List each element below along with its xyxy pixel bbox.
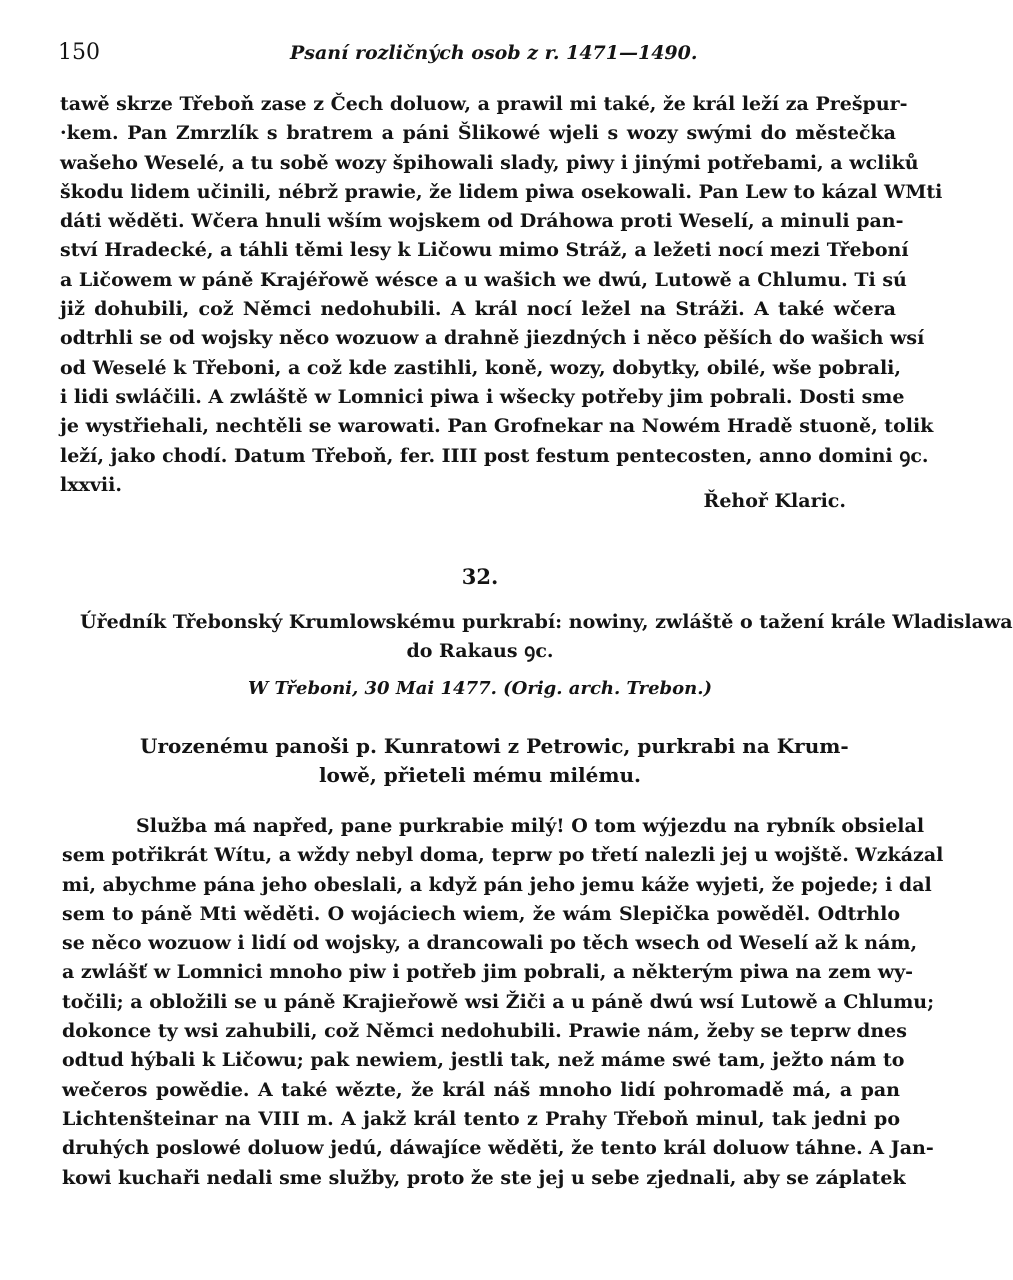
text-line: dáti wěděti. Wčera hnuli wším wojskem od Dráhowa proti Weselí, a minuli pan- (60, 210, 904, 233)
text-line: točili; a obložili se u páně Krajieřowě wsi Žiči a u páně dwú wsí Lutowě a Chlumu; (62, 990, 935, 1013)
running-title: Psaní rozličných osob z r. 1471—1490. (290, 42, 698, 64)
text-line: škodu lidem učinili, nébrž prawie, že lidem piwa osekowali. Pan Lew to kázal WMti (60, 180, 943, 203)
text-line: se něco wozuow i lidí od wojsky, a drancowali po těch wsech od Weselí až k nám, (62, 932, 918, 955)
address-line: lowě, přieteli mému milému. (318, 763, 642, 788)
text-line: wečeros powědie. A také wězte, že král náš mnoho lidí pohromadě má, a pan (62, 1078, 900, 1101)
address (140, 732, 849, 791)
text-line: ství Hradecké, a táhli těmi lesy k Ličowu mimo Stráž, a ležeti nocí mezi Třeboní (60, 239, 909, 262)
document-title (80, 608, 1013, 667)
text-line: Službа má napřed, pane purkrabie milý! O tom wýjezdu na rybník obsielal (136, 815, 925, 837)
text-line: odtrhli se od wojsky něco wozuow a drahně jiezdných i něco pěších do wašich wsí (60, 327, 925, 350)
page-number: 150 (58, 40, 100, 65)
document-number: 32. (461, 564, 499, 589)
text-line: kowi kuchaři nedali sme služby, proto že ste jej u sebe zjednali, aby se záplatek (62, 1166, 906, 1189)
text-line: lxxvii. (60, 473, 122, 496)
text-line: Lichtenšteinar na VIII m. A jakž král tento z Prahy Třeboň minul, tak jedni po (62, 1107, 900, 1130)
text-line: již dohubili, což Němci nedohubili. A král nocí ležel na Stráži. A také wčera (60, 298, 896, 321)
address-line: Urozenému panoši p. Kunratowi z Petrowic, purkrabi na Krum- (140, 734, 849, 758)
dateline: W Třeboni, 30 Mai 1477. (Orig. arch. Trebon.) (247, 678, 713, 699)
letter-32-body (62, 812, 944, 1193)
title-line: do Rakaus ꝯc. (406, 640, 554, 663)
title-line: Úředník Třebonský Krumlowskému purkrabí: nowiny, zwláště o tažení krále Wladislawa (80, 611, 1013, 633)
text-line: a Ličowem w páně Krajéřowě wésce a u wašich we dwú, Lutowě a Chlumu. Ti sú (60, 268, 907, 291)
text-line: ·kem. Pan Zmrzlík s bratrem a páni Šlikowé wjeli s wozy swými do městečka (60, 122, 896, 145)
signature: Řehoř Klaric. (703, 490, 846, 512)
text-line: wašeho Weselé, a tu sobě wozy špihowali slady, piwy i jinými potřebami, a wcliků (60, 151, 919, 174)
page-header (58, 40, 898, 74)
text-line: mi, abychme pána jeho obeslali, a když pán jeho jemu káže wyjeti, že pojede; i dal (62, 873, 932, 896)
text-line: leží, jako chodí. Datum Třeboň, fer. IIII post festum pentecosten, anno domini ꝯc. (60, 444, 929, 467)
text-line: je wystřiehali, nechtěli se warowati. Pan Grofnekar na Nowém Hradě stuoně, tolik (60, 415, 934, 438)
text-line: sem to páně Mti wěděti. O wojáciech wiem, že wám Slepička powěděl. Odtrhlo (62, 902, 900, 925)
text-line: a zwlášť w Lomnici mnoho piw i potřeb jim pobrali, a některým piwa na zem wy- (62, 961, 914, 984)
text-line: sem potřikrát Wítu, a wždy nebyl doma, teprw po třetí nalezli jej u wojště. Wzkázal (62, 844, 944, 867)
letter-31-body (60, 90, 943, 500)
text-line: i lidi swláčili. A zwláště w Lomnici piwa i wšecky potřeby jim pobrali. Dosti sme (60, 385, 905, 408)
text-line: od Weselé k Třeboni, a což kde zastihli, koně, wozy, dobytky, obilé, wše pobrali, (60, 356, 902, 379)
text-line: dokonce ty wsi zahubili, což Němci nedohubili. Prawie nám, žeby se teprw dnes (62, 1020, 907, 1043)
text-line: tawě skrze Třeboň zase z Čech doluow, a prawil mi také, že král leží za Prešpur- (60, 93, 908, 115)
text-line: druhých poslowé doluow jedú, dáwajíce wěděti, že tento král doluow táhne. A Jan- (62, 1137, 934, 1160)
text-line: odtud hýbali k Ličowu; pak newiem, jestli tak, než máme swé tam, ježto nám to (62, 1049, 905, 1072)
